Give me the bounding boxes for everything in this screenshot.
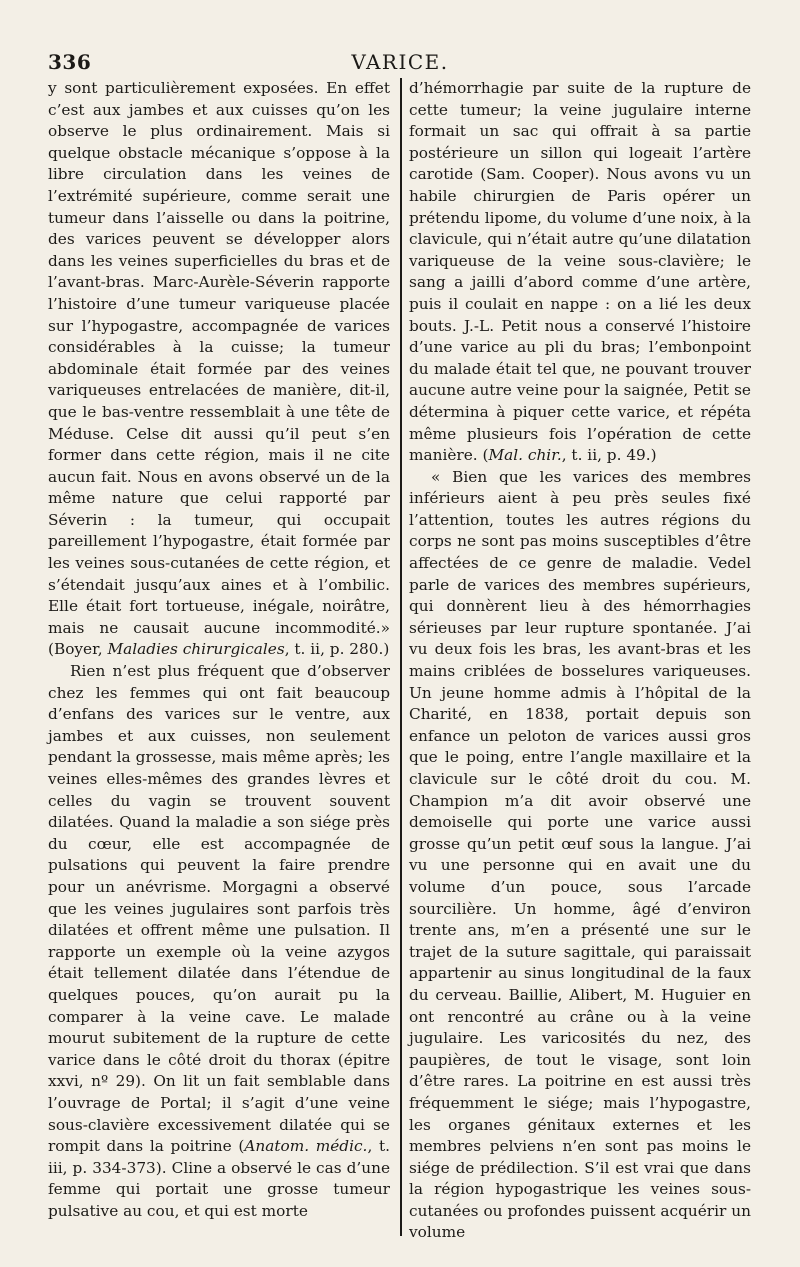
- page-number: 336: [48, 50, 92, 74]
- text-run: , t. ii, p. 49.): [561, 446, 657, 465]
- text-run: , t. iii, p. 334-373). Cline a observé le cas d’une femme qui portait une grosse tumeur pulsative au cou, et qui est morte: [48, 1137, 390, 1220]
- left-column: [48, 78, 390, 1222]
- paragraph: [48, 78, 390, 661]
- running-head: VARICE.: [351, 50, 449, 74]
- text-run: d’hémorrhagie par suite de la rupture de cette tumeur; la veine jugulaire interne formait un sac qui offrait à sa partie postérieure un sillon qui logeait l’artère carotide (Sam. Cooper). Nous avons vu un habile chirurgien de Paris opérer un prétendu lipome, du volume d’une noix, à la clavicule, qui n’était autre qu’une dilatation variqueuse de la veine sous-clavière; le sang a jailli d’abord comme d’une artère, puis il coulait en nappe : on a lié les deux bouts. J.-L. Petit nous a conservé l’histoire d’une varice au pli du bras; l’embonpoint du malade était tel que, ne pouvant trouver aucune autre veine pour la saignée, Petit se détermina à piquer cette varice, et répéta même plusieurs fois l’opération de cette manière. (: [409, 79, 751, 465]
- book-page: [48, 46, 752, 1241]
- text-columns: [48, 78, 752, 1241]
- text-run: , t. ii, p. 280.): [284, 640, 390, 659]
- page-header: [48, 46, 752, 80]
- italic-citation: Maladies chirurgicales: [107, 640, 285, 659]
- column-rule: [400, 78, 402, 1236]
- text-run: « Bien que les varices des membres inférieurs aient à peu près seules fixé l’attention, toutes les autres régions du corps ne sont pas moins susceptibles d’être affectées de ce genre de maladie. Vedel parle de varices des membres supérieurs, qui donnèrent lieu à des hémorrhagies sérieuses par leur rupture spontanée. J’ai vu deux fois les bras, les avant-bras et les mains criblées de bosselures variqueuses. Un jeune homme admis à l’hôpital de la Charité, en 1838, portait depuis son enfance un peloton de varices aussi gros que le poing, entre l’angle maxillaire et la clavicule sur le côté droit du cou. M. Champion m’a dit avoir observé une demoiselle qui porte une varice aussi grosse qu’un petit œuf sous la langue. J’ai vu une personne qui en avait une du volume d’un pouce, sous l’arcade sourcilière. Un homme, âgé d’environ trente ans, m’en a présenté une sur le trajet de la suture sagittale, qui paraissait appartenir au sinus longitudinal de la faux du cerveau. Baillie, Alibert, M. Huguier en ont rencontré au crâne ou à la veine jugulaire. Les varicosités du nez, des paupières, de tout le visage, sont loin d’être rares. La poitrine en est aussi très fréquemment le siége; mais l’hypogastre, les organes génitaux externes et les membres pelviens n’en sont pas moins le siége de prédilection. S’il est vrai que dans la région hypogastrique les veines sous-cutanées ou profondes puissent acquérir un volume: [409, 467, 751, 1242]
- text-run: Rien n’est plus fréquent que d’observer chez les femmes qui ont fait beaucoup d’enfans des varices sur le ventre, aux jambes et aux cuisses, non seulement pendant la grossesse, mais même après; les veines elles-mêmes des grandes lèvres et celles du vagin se trouvent souvent dilatées. Quand la maladie a son siége près du cœur, elle est accompagnée de pulsations qui peuvent la faire prendre pour un anévrisme. Morgagni a observé que les veines jugulaires sont parfois très dilatées et offrent même une pulsation. Il rapporte un exemple où la veine azygos était tellement dilatée dans l’étendue de quelques pouces, qu’on aurait pu la comparer à la veine cave. Le malade mourut subitement de la rupture de cette varice dans le côté droit du thorax (épitre xxvi, nº 29). On lit un fait semblable dans l’ouvrage de Portal; il s’agit d’une veine sous-clavière excessivement dilatée qui se rompit dans la poitrine (: [48, 662, 390, 1156]
- right-column: [409, 78, 751, 1244]
- italic-citation: Anatom. médic.: [244, 1137, 368, 1156]
- italic-citation: Mal. chir.: [488, 446, 562, 465]
- text-run: y sont particulièrement exposées. En effet c’est aux jambes et aux cuisses qu’on les observe le plus ordinairement. Mais si quelque obstacle mécanique s’oppose à la libre circulation dans les veines de l’extrémité supérieure, comme serait une tumeur dans l’aisselle ou dans la poitrine, des varices peuvent se développer alors dans les veines superficielles du bras et de l’avant-bras. Marc-Aurèle-Séverin rapporte l’histoire d’une tumeur variqueuse placée sur l’hypogastre, accompagnée de varices considérables à la cuisse; la tumeur abdominale était formée par des veines variqueuses entrelacées de manière, dit-il, que le bas-ventre ressemblait à une tête de Méduse. Celse dit aussi qu’il peut s’en former dans cette région, mais il ne cite aucun fait. Nous en avons observé un de la même nature que celui rapporté par Séverin : la tumeur, qui occupait pareillement l’hypogastre, était formée par les veines sous-cutanées de cette région, et s’étendait jusqu’aux aines et à l’ombilic. Elle était fort tortueuse, inégale, noirâtre, mais ne causait aucune incommodité.» (Boyer,: [48, 79, 390, 659]
- paragraph: [409, 78, 751, 467]
- paragraph: [48, 661, 390, 1222]
- paragraph: [409, 467, 751, 1244]
